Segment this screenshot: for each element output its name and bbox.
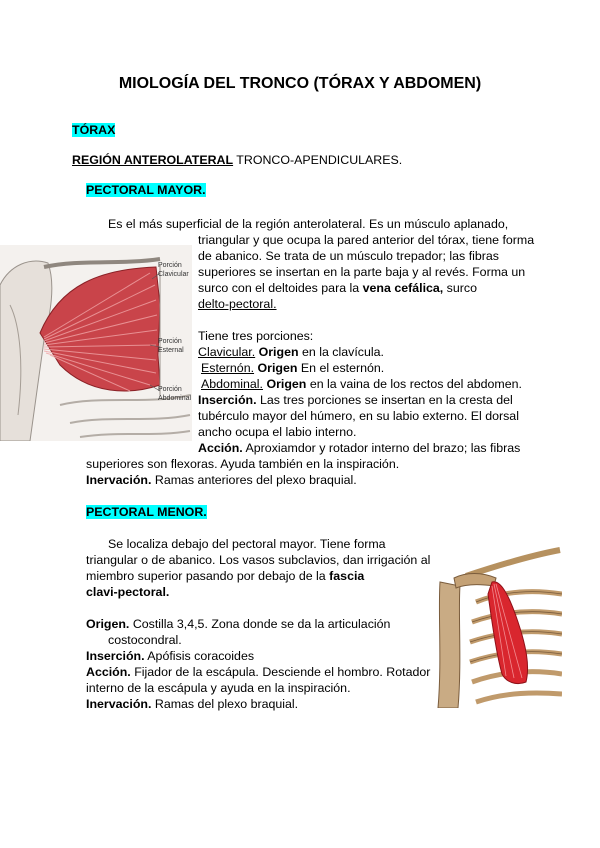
page-title: MIOLOGÍA DEL TRONCO (TÓRAX Y ABDOMEN) [118, 75, 482, 92]
pm-line-3: superiores se insertan en la parte baja y al revés. Forma un [198, 265, 526, 279]
porcion-clavicular: Clavicular. Origen en la clavícula. [198, 345, 384, 359]
pmn-insercion: Inserción. Apófisis coracoides [86, 649, 255, 663]
pectoral-mayor-heading: PECTORAL MAYOR. [86, 183, 206, 197]
pm-line-0: Es el más superficial de la región anterolateral. Es un músculo aplanado, [108, 217, 509, 231]
pmn-line-1: triangular o de abanico. Los vasos subclavios, dan irrigación al [86, 553, 431, 567]
label-porcion-abdominal: Porción Abdominal [158, 386, 192, 402]
label-porcion-esternal: Porción Esternal [158, 338, 184, 354]
pmn-accion-2: interno de la escápula y ayuda en la inspiración. [86, 681, 351, 695]
porciones-intro: Tiene tres porciones: [198, 329, 314, 343]
region-label: REGIÓN ANTEROLATERAL [72, 153, 234, 167]
label-porcion-clavicular: Porción Clavicular [158, 262, 189, 278]
pm-line-2: de abanico. Se trata de un músculo trepador; las fibras [198, 249, 499, 263]
pmn-fascia: clavi-pectoral. [86, 585, 170, 599]
pmn-inervacion: Inervación. Ramas del plexo braquial. [86, 697, 299, 711]
section-heading: TÓRAX [72, 123, 116, 137]
pmn-accion: Acción. Fijador de la escápula. Desciende el hombro. Rotador [86, 665, 431, 679]
pmn-line-2: miembro superior pasando por debajo de la fascia [86, 569, 365, 583]
pectoral-mayor-figure [0, 245, 192, 441]
region-rest: TRONCO-APENDICULARES. [233, 153, 403, 167]
pm-inervacion: Inervación. Ramas anteriores del plexo braquial. [86, 473, 357, 487]
porcion-esternon: Esternón. Origen En el esternón. [201, 361, 385, 375]
pmn-origen: Origen. Costilla 3,4,5. Zona donde se da la articulación [86, 617, 391, 631]
pmn-line-0: Se localiza debajo del pectoral mayor. Tiene forma [108, 537, 386, 551]
pm-accion-1: superiores son flexoras. Ayuda también en la inspiración. [86, 457, 400, 471]
pm-insercion-2: ancho ocupa el labio interno. [198, 425, 357, 439]
pm-line-4: surco con el deltoides para la vena cefálica, surco [198, 281, 477, 295]
porcion-abdominal: Abdominal. Origen en la vaina de los rectos del abdomen. [201, 377, 522, 391]
pmn-origen-2: costocondral. [108, 633, 182, 647]
pm-line-1: triangular y que ocupa la pared anterior del tórax, tiene forma [198, 233, 535, 247]
pectoral-menor-figure [436, 542, 562, 708]
vena-cefalica: vena cefálica, [362, 281, 444, 295]
region-line [72, 152, 402, 168]
pectoral-menor-illustration [436, 542, 562, 708]
delto-pectoral: delto-pectoral. [198, 297, 277, 311]
pectoral-menor-heading: PECTORAL MENOR. [86, 505, 207, 519]
pm-accion: Acción. Aproxiamdor y rotador interno del brazo; las fibras [198, 441, 521, 455]
pm-insercion-1: tubérculo mayor del húmero, en su labio externo. El dorsal [198, 409, 519, 423]
pm-insercion: Inserción. Las tres porciones se insertan en la cresta del [198, 393, 513, 407]
